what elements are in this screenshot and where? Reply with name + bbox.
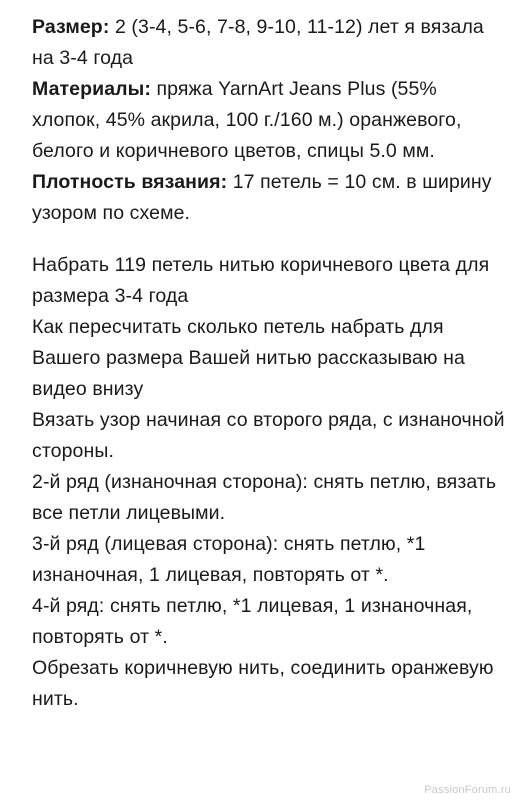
instruction-paragraph: Обрезать коричневую нить, соединить оранжевую нить. xyxy=(32,657,494,710)
instruction-paragraph: 3-й ряд (лицевая сторона): снять петлю, *1 изнаночная, 1 лицевая, повторять от *. xyxy=(32,533,426,586)
materials-paragraph xyxy=(32,74,510,167)
site-watermark: PassionForum.ru xyxy=(424,784,511,796)
materials-label: Материалы: xyxy=(32,78,151,100)
density-text: 17 петель = 10 см. в ширину узором по схеме. xyxy=(32,171,492,224)
instruction-paragraph: 2-й ряд (изнаночная сторона): снять петлю, вязать все петли лицевыми. xyxy=(32,471,497,524)
instruction-paragraph: 4-й ряд: снять петлю, *1 лицевая, 1 изнаночная, повторять от *. xyxy=(32,595,473,648)
instruction-paragraph: Как пересчитать сколько петель набрать для Вашего размера Вашей нитью рассказываю на видео внизу xyxy=(32,316,465,400)
section-spacer xyxy=(32,229,510,250)
size-text: 2 (3-4, 5-6, 7-8, 9-10, 11-12) лет я вязала на 3-4 года xyxy=(32,16,484,69)
instruction-paragraph: Набрать 119 петель нитью коричневого цвета для размера 3-4 года xyxy=(32,254,490,307)
size-paragraph xyxy=(32,12,510,74)
article-body xyxy=(32,12,510,715)
density-paragraph xyxy=(32,167,510,229)
materials-text: пряжа YarnArt Jeans Plus (55% хлопок, 45% акрила, 100 г./160 м.) оранжевого, белого и коричневого цветов, спицы 5.0 мм. xyxy=(32,78,462,162)
instruction-paragraph: Вязать узор начиная со второго ряда, с изнаночной стороны. xyxy=(32,409,505,462)
density-label: Плотность вязания: xyxy=(32,171,228,193)
size-label: Размер: xyxy=(32,16,110,38)
